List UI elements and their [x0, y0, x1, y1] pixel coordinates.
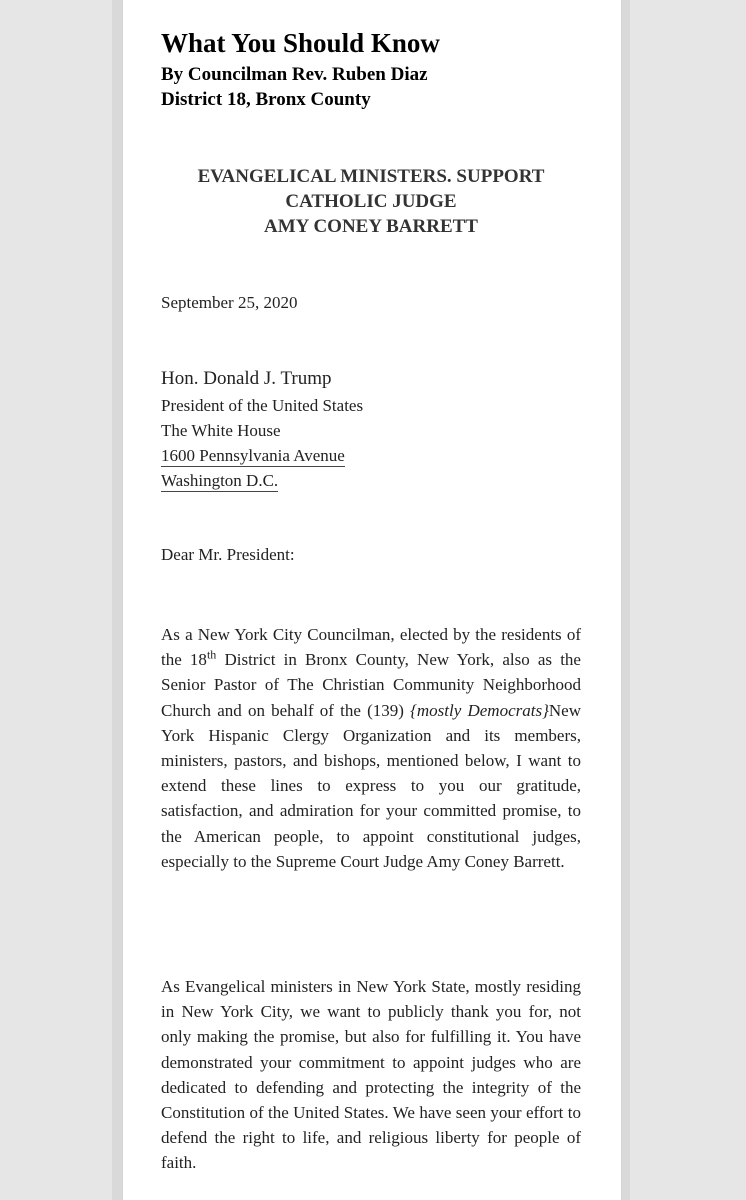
street-link[interactable]: 1600 Pennsylvania Avenue [161, 446, 345, 465]
letter-date: September 25, 2020 [161, 293, 298, 312]
article-headline [161, 164, 581, 239]
headline-line-3: AMY CONEY BARRETT [264, 216, 478, 237]
author-district: District 18, Bronx County [161, 89, 371, 110]
headline-line-2: CATHOLIC JUDGE [285, 191, 457, 212]
headline-line-1: EVANGELICAL MINISTERS. SUPPORT [197, 166, 545, 187]
paragraph-1-part-1: As a New York City Councilman, elected by the residents of the 18 [161, 625, 581, 670]
recipient-title: President of the United States [161, 396, 364, 415]
paragraph-1-part-3: New York Hispanic Clergy Organization and its members, ministers, pastors, and bishops, mentioned below, I want to extend these lines to express to you our gratitude, satisfaction, and admiration for your committed promise, to the American people, to appoint constitutional judges, especially to the Supreme Court Judge Amy Coney Barrett. [161, 700, 581, 871]
document-title: What You Should Know [161, 28, 440, 58]
paragraph-1-italic: {mostly Democrats} [410, 700, 549, 720]
salutation: Dear Mr. President: [161, 545, 295, 564]
city-link[interactable]: Washington D.C. [161, 471, 279, 490]
ordinal-superscript: th [206, 647, 217, 662]
letter-paragraph-2: As Evangelical ministers in New York State, mostly residing in New York City, we want to publicly thank you for, not only making the promise, but also for fulfilling it. You have demonstrated your commitment to appoint judges who are dedicated to defending and protecting the integrity of the Constitution of the United States. We have seen your effort to defend the right to life, and religious liberty for people of faith. [161, 977, 581, 1173]
recipient-building: The White House [161, 421, 281, 440]
letter-paragraph-1 [161, 622, 581, 874]
paragraph-1-part-2: District in Bronx County, New York, also as the Senior Pastor of The Christian Community Neighborhood Church and on behalf of the (139) [161, 650, 581, 720]
recipient-name: Hon. Donald J. Trump [161, 368, 332, 389]
recipient-city[interactable] [161, 471, 278, 491]
page-edge-left [112, 0, 122, 1200]
recipient-street[interactable] [161, 446, 345, 466]
document-page [122, 0, 622, 1200]
author-byline: By Councilman Rev. Ruben Diaz [161, 64, 428, 85]
